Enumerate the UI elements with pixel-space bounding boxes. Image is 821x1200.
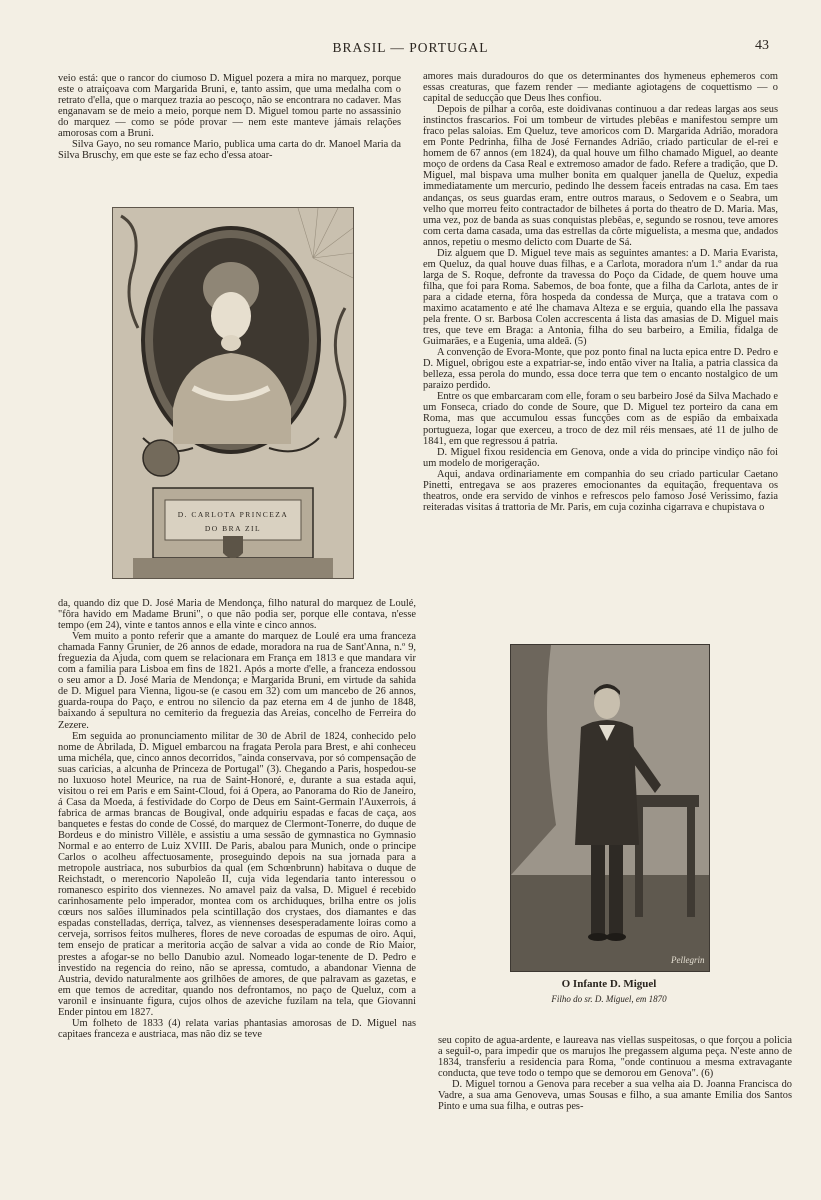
inscription-line: DO BRA ZIL xyxy=(204,524,262,533)
right-column-bottom xyxy=(438,1035,792,1156)
paragraph: Vem muito a ponto referir que a amante do marquez de Loulé era uma franceza chamada Fanny Grunier, de 26 annos de edade, moradora na rua de Sant'Anna, n.º 9, freguezia da Ajuda, com quem se relacionara em França em 1813 e que mandara vir com a familia para Lisboa em fins de 1821. Após a morte d'elle, a franceza endossou o seu amor a D. José Maria de Mendonça; e Margarida Bruni, em virtude da sahida de D. Miguel para Vienna, ligou-se (e casou em 32) com um mancebo de 26 annos, guarda-roupa do Paço, e entrou no silencio da paz eterna em 4 de junho de 1848, baixando á sepultura no cemiterio da freguezia das Areias, concelho de Ferreira do Zezere. xyxy=(58,631,416,731)
paragraph: D. Miguel fixou residencia em Genova, onde a vida do principe vindiço não foi um modelo de morigeração. xyxy=(423,446,778,469)
paragraph: veio está: que o rancor do ciumoso D. Miguel pozera a mira no marquez, porque este o atraiçoava com Margarida Bruni, e, tanto assim, que uma medalha com o retrato d'ella, que o marquez trazia ao pescoço, não se encontrara no cadaver. Mas enganavam se de meio a meio, porque nem D. Miguel tomou parte no assassinio do marquez — como se póde provar — nem este manteve jámais relações amorosas com a Bruni. xyxy=(58,73,401,140)
paragraph: da, quando diz que D. José Maria de Mendonça, filho natural do marquez de Loulé, "fôra havido em Madame Bruni", o que não podia ser, porque elle contava, n'esse tempo (em 24), vinte e tantos annos e ella vinte e cinco annos. xyxy=(58,598,416,632)
paragraph: amores mais duradouros do que os determinantes dos hymeneus ephemeros com essas creaturas, que fazem render — mediante agiotagens de coquettismo — o capital de seducção que Deus lhes confiou. xyxy=(423,71,778,105)
running-title: BRASIL — PORTUGAL xyxy=(332,40,489,55)
infante-photograph xyxy=(510,644,710,972)
paragraph: Aqui, andava ordinariamente em companhia do seu criado particular Caetano Pinetti, entregava se aos prazeres emocionantes da equitação, frequentava os theatros, onde era servido de vinhos e refrescos pelo famoso José Verissimo, fazia reiteradas visitas á trattoria de Mr. Paris, em cuja cozinha cigarrava e chupistava o xyxy=(423,468,778,513)
portrait-engraving xyxy=(112,207,354,579)
paragraph: Depois de pilhar a corôa, este doidivanas continuou a dar redeas largas aos seus instinctos frascarios. Foi um tombeur de virtudes plebêas e manifestou sempre um fraco pelas saloias. Em Queluz, teve amoricos com D. Margarida Adrião, moradora em Ponte Pedrinha, filha de José Fernandes Adrião, criado particular de el-rei e homem de 67 annos (em 1824), da qual houve um filho chamado Miguel, ao deante moço de ordens da Casa Real e extremoso amador de fado. Refere a tradição, que D. Miguel, mal bispava uma mulher bonita em qualquer janella de Queluz, expedia immediatamente um mercurio, pedindo lhe dessem faceis entradas na casa. Em taes andanças, os seus guardas eram, entre outros maraus, o Sedovem e o Seabra, um velho que morreu feito contractador de bilhetes á porta do theatro de D. Maria. Mas, uma vez, poz de banda as suas conquistas plebêas, e, segundo se rosnou, teve amores com certa dama casada, uma das estrellas da côrte miguelista, a mesma que, andados annos, repetiu o mesmo delicto com Duarte de Sá. xyxy=(423,104,778,248)
paragraph: Silva Gayo, no seu romance Mario, publica uma carta do dr. Manoel Maria da Silva Bruschy, em que este se faz echo d'essa atoar- xyxy=(58,139,401,162)
left-column-bottom xyxy=(58,598,416,1156)
photo-caption: O Infante D. Miguel xyxy=(561,978,657,990)
photographer-signature: Pellegrin xyxy=(671,955,705,965)
photograph-image xyxy=(511,645,709,971)
paragraph: seu copito de agua-ardente, e laureava nas viellas suspeitosas, o que forçou a policia a seguil-o, para impedir que os marujos lhe pregassem alguma peça. N'este anno de 1834, transferiu a residencia para Roma, "onde continuou a mesma extravagante conducta, que teve todo o tempo que se demorou em Genova". (6) xyxy=(438,1035,792,1080)
right-column-top xyxy=(423,71,778,629)
inscription-line: D. CARLOTA PRINCEZA xyxy=(177,510,289,519)
paragraph: Entre os que embarcaram com elle, foram o seu barbeiro José da Silva Machado e um Fonseca, criado do conde de Soure, que D. Miguel tez porteiro da cana em Roma, mas que accumulou essas funcções com as de espião da embaixada portugueza, logar que exerceu, a troco de dez mil réis mensaes, até 11 de julho de 1841, em que regressou á patria. xyxy=(423,391,778,447)
paragraph: Em seguida ao pronunciamento militar de 30 de Abril de 1824, conhecido pelo nome de Abrilada, D. Miguel embarcou na fragata Perola para Brest, e ahi conheceu uma michéla, que, cinco annos decorridos, "ainda conservava, por só compensação de suas caricias, a alcunha de Princeza de Portugal" (3). Chegando a Paris, hospedou-se no luxuoso hotel Meurice, na rua de Saint-Honoré, e, durante a sua estada aqui, visitou o rei em Paris e em Saint-Cloud, foi á Opera, ao Panorama do Rio de Janeiro, á Casa da Moeda, á festividade do Corpo de Deus em Saint-Germain l'Auxerrois, á fabrica de armas brancas de Bougival, onde adquiriu espadas e facas de caça, aos banquetes e festas do conde de Cossé, do marquez de Clermont-Tonerre, do duque de Bordeus e do ministro Villèle, e assistiu a uma sessão de gymnastica no Gymnasio Normal e ao enterro de Luiz XVIII. De Paris, abalou para Munich, onde o principe Carlos o acolheu affectuosamente, proseguindo depois na sua jornada para a metropole austriaca, nos suburbios da qual (em Schœnbrunn) habitava o duque de Reichstadt, o merencorio Napoleão II, cuja vida legendaria tanto interessou o romanesco espirito dos viennezes. No amavel paiz da valsa, D. Miguel é recebido carinhosamente pelo imperador, montea com os archiduques, brilha entre os jolis cœurs nos salões illuminados pela scintillação dos crystaes, dos diamantes e das espadas constelladas, derriça, talvez, as viennenses desesperadamente loiras como a cerveja, sorrisos feitos mulheres, flores de neve coroadas de espumas de oiro. Aqui, tem ensejo de praticar a meritoria acção de salvar a vida ao conde de Rio Maior, prestes a afogar-se no bello Danubio azul. Nomeado logar-tenente de D. Pedro e investido na regencia do reino, não se apressa, comtudo, a abandonar Vienna de Austria, devido naturalmente aos grilhões de amores, de que palravam as gazetas, e em que temos de acreditar, quando nos defrontamos, no paço de Queluz, com a varonil e insinuante figura, cujos olhos de azeviche fuzilam na tela, que Giovanni Ender pintou em 1827. xyxy=(58,730,416,1018)
left-column-top xyxy=(58,73,401,181)
photo-subcaption: Filho do sr. D. Miguel, em 1870 xyxy=(551,994,667,1004)
engraving-inscription xyxy=(171,508,295,536)
page-number: 43 xyxy=(755,38,769,53)
paragraph: A convenção de Evora-Monte, que poz ponto final na lucta epica entre D. Pedro e D. Miguel, obrigou este a expatriar-se, indo então viver na Italia, a patria classica da belleza, essa perola do mundo, essa doce terra que tem o encanto nostalgico de um paraizo perdido. xyxy=(423,347,778,392)
paragraph: Diz alguem que D. Miguel teve mais as seguintes amantes: a D. Maria Evarista, em Queluz, da qual houve duas filhas, e a Carlota, moradora n'um 1.º andar da rua larga de S. Roque, defronte da travessa do Poço da Cidade, de quem houve uma filha, que foi para Roma. Sabemos, de boa fonte, que a filha da Carlota, antes de ir para a cidade eterna, fôra hospeda da condessa de Murça, que a tratava com o maximo acatamento e até lhe chamava Alteza e se erguia, quando ella lhe passava pela frente. O sr. Barbosa Colen accrescenta á lista das amasias de D. Miguel mais tres, que teve em Braga: a Antonia, filha do seu barbeiro, a Emilia, fidalga de Guimarães, e a Eugenia, uma aldeã. (5) xyxy=(423,247,778,348)
paragraph: Um folheto de 1833 (4) relata varias phantasias amorosas de D. Miguel nas capitaes franceza e austriaca, mas não diz se teve xyxy=(58,1017,416,1040)
paragraph: D. Miguel tornou a Genova para receber a sua velha aia D. Joanna Francisca do Vadre, a sua ama Genoveva, umas Sousas e filho, a sua amante Emilia dos Santos Pinto e uma sua filha, e outras pes- xyxy=(438,1079,792,1113)
